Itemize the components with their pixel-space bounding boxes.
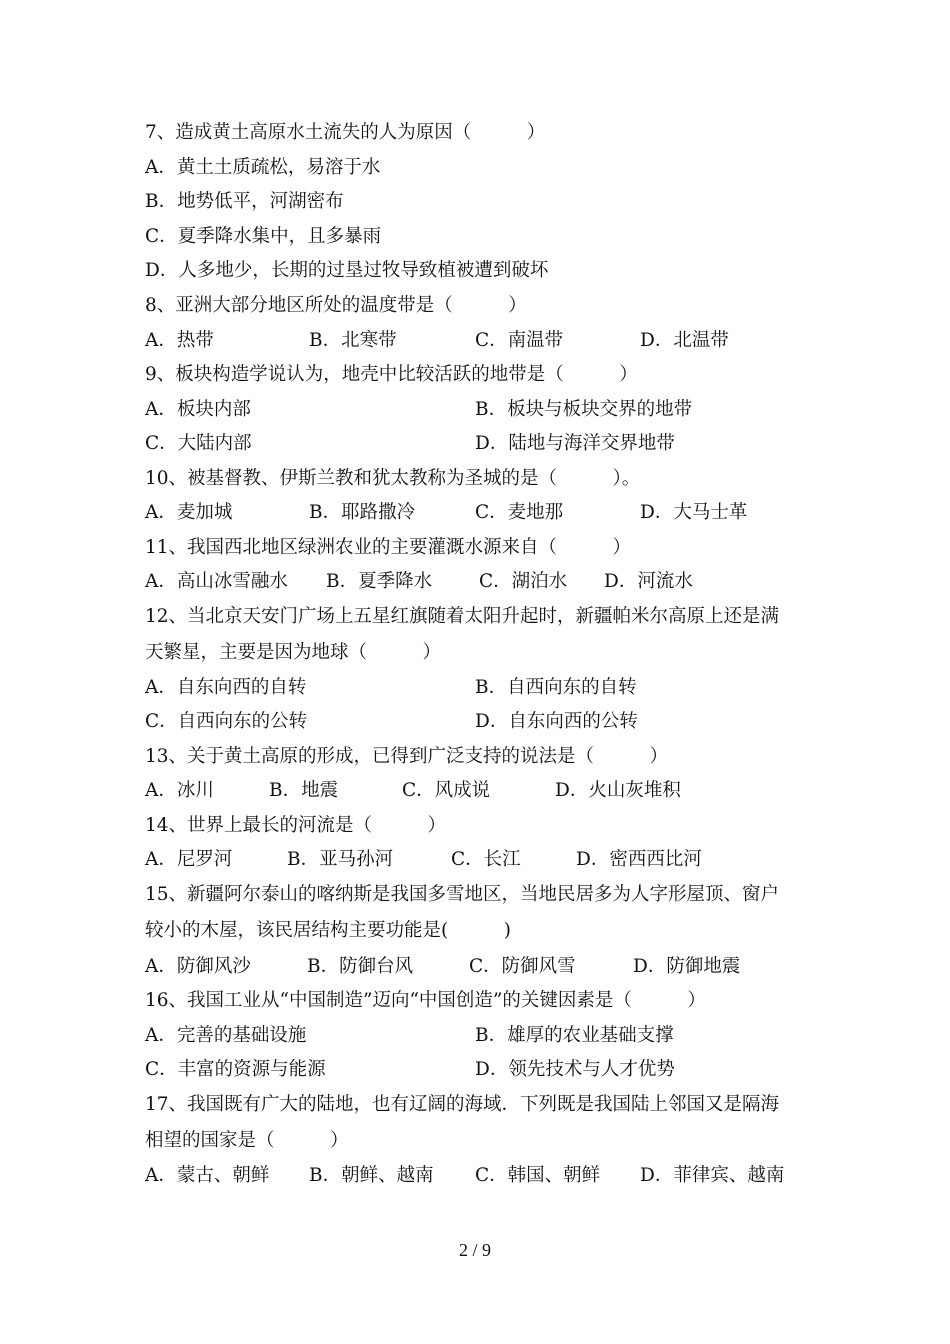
option: B．雄厚的农业基础支撑 bbox=[475, 1025, 674, 1046]
option: A．热带 bbox=[145, 330, 214, 351]
option: A．板块内部 bbox=[145, 399, 251, 420]
option: A．自东向西的自转 bbox=[145, 677, 307, 698]
option: A．高山冰雪融水 bbox=[145, 571, 288, 592]
question-stem-continued: 较小的木屋，该民居结构主要功能是( ) bbox=[145, 920, 511, 941]
option: B．耶路撒冷 bbox=[309, 502, 416, 523]
option: B．亚马孙河 bbox=[287, 849, 394, 870]
option: C．丰富的资源与能源 bbox=[145, 1059, 326, 1080]
question-stem: 10、被基督教、伊斯兰教和犹太教称为圣城的是（ ）。 bbox=[145, 468, 641, 489]
option: B．夏季降水 bbox=[326, 571, 433, 592]
option: B．地震 bbox=[269, 780, 339, 801]
question-stem: 12、当北京天安门广场上五星红旗随着太阳升起时，新疆帕米尔高原上还是满 bbox=[145, 606, 780, 627]
option: D．大马士革 bbox=[640, 502, 748, 523]
question-stem: 17、我国既有广大的陆地，也有辽阔的海域．下列既是我国陆上邻国又是隔海 bbox=[145, 1094, 780, 1115]
option: B．防御台风 bbox=[307, 956, 414, 977]
question-stem: 9、板块构造学说认为，地壳中比较活跃的地带是（ ） bbox=[145, 364, 638, 385]
option: A．冰川 bbox=[145, 780, 214, 801]
option: C．风成说 bbox=[402, 780, 491, 801]
option: D．自东向西的公转 bbox=[475, 711, 638, 732]
option: D．领先技术与人才优势 bbox=[475, 1059, 675, 1080]
option: B．地势低平，河湖密布 bbox=[145, 191, 344, 212]
question-stem: 16、我国工业从“中国制造”迈向“中国创造”的关键因素是（ ） bbox=[145, 990, 706, 1011]
option: D．防御地震 bbox=[633, 956, 741, 977]
question-stem: 14、世界上最长的河流是（ ） bbox=[145, 815, 447, 836]
option: C．自西向东的公转 bbox=[145, 711, 308, 732]
option: D．人多地少，长期的过垦过牧导致植被遭到破坏 bbox=[145, 260, 549, 281]
option: C．大陆内部 bbox=[145, 433, 252, 454]
page-number: 2 / 9 bbox=[458, 1240, 491, 1260]
option: B．自西向东的自转 bbox=[475, 677, 637, 698]
option: D．火山灰堆积 bbox=[555, 780, 681, 801]
question-stem: 15、新疆阿尔泰山的喀纳斯是我国多雪地区，当地民居多为人字形屋顶、窗户 bbox=[145, 884, 780, 905]
question-stem: 7、造成黄土高原水土流失的人为原因（ ） bbox=[145, 122, 546, 143]
option: A．麦加城 bbox=[145, 502, 233, 523]
option: A．完善的基础设施 bbox=[145, 1025, 307, 1046]
option: C．韩国、朝鲜 bbox=[475, 1165, 601, 1186]
option: D．陆地与海洋交界地带 bbox=[475, 433, 675, 454]
option: D．河流水 bbox=[604, 571, 693, 592]
option: B．板块与板块交界的地带 bbox=[475, 399, 693, 420]
option: D．密西西比河 bbox=[576, 849, 702, 870]
question-stem: 8、亚洲大部分地区所处的温度带是（ ） bbox=[145, 295, 527, 316]
option: D．北温带 bbox=[640, 330, 729, 351]
option: C．夏季降水集中，且多暴雨 bbox=[145, 226, 382, 247]
question-stem-continued: 相望的国家是（ ） bbox=[145, 1130, 349, 1151]
option: A．蒙古、朝鲜 bbox=[145, 1165, 270, 1186]
option: A．防御风沙 bbox=[145, 956, 251, 977]
option: C．南温带 bbox=[475, 330, 564, 351]
option: B．朝鲜、越南 bbox=[309, 1165, 434, 1186]
option: C．长江 bbox=[451, 849, 521, 870]
option: A．尼罗河 bbox=[145, 849, 233, 870]
question-stem: 11、我国西北地区绿洲农业的主要灌溉水源来自（ ） bbox=[145, 537, 632, 558]
option: B．北寒带 bbox=[309, 330, 397, 351]
option: A．黄土土质疏松，易溶于水 bbox=[145, 157, 381, 178]
option: C．防御风雪 bbox=[469, 956, 576, 977]
question-stem-continued: 天繁星，主要是因为地球（ ） bbox=[145, 642, 442, 663]
option: C．湖泊水 bbox=[479, 571, 568, 592]
option: C．麦地那 bbox=[475, 502, 564, 523]
option: D．菲律宾、越南 bbox=[640, 1165, 785, 1186]
question-stem: 13、关于黄土高原的形成，已得到广泛支持的说法是（ ） bbox=[145, 746, 669, 767]
